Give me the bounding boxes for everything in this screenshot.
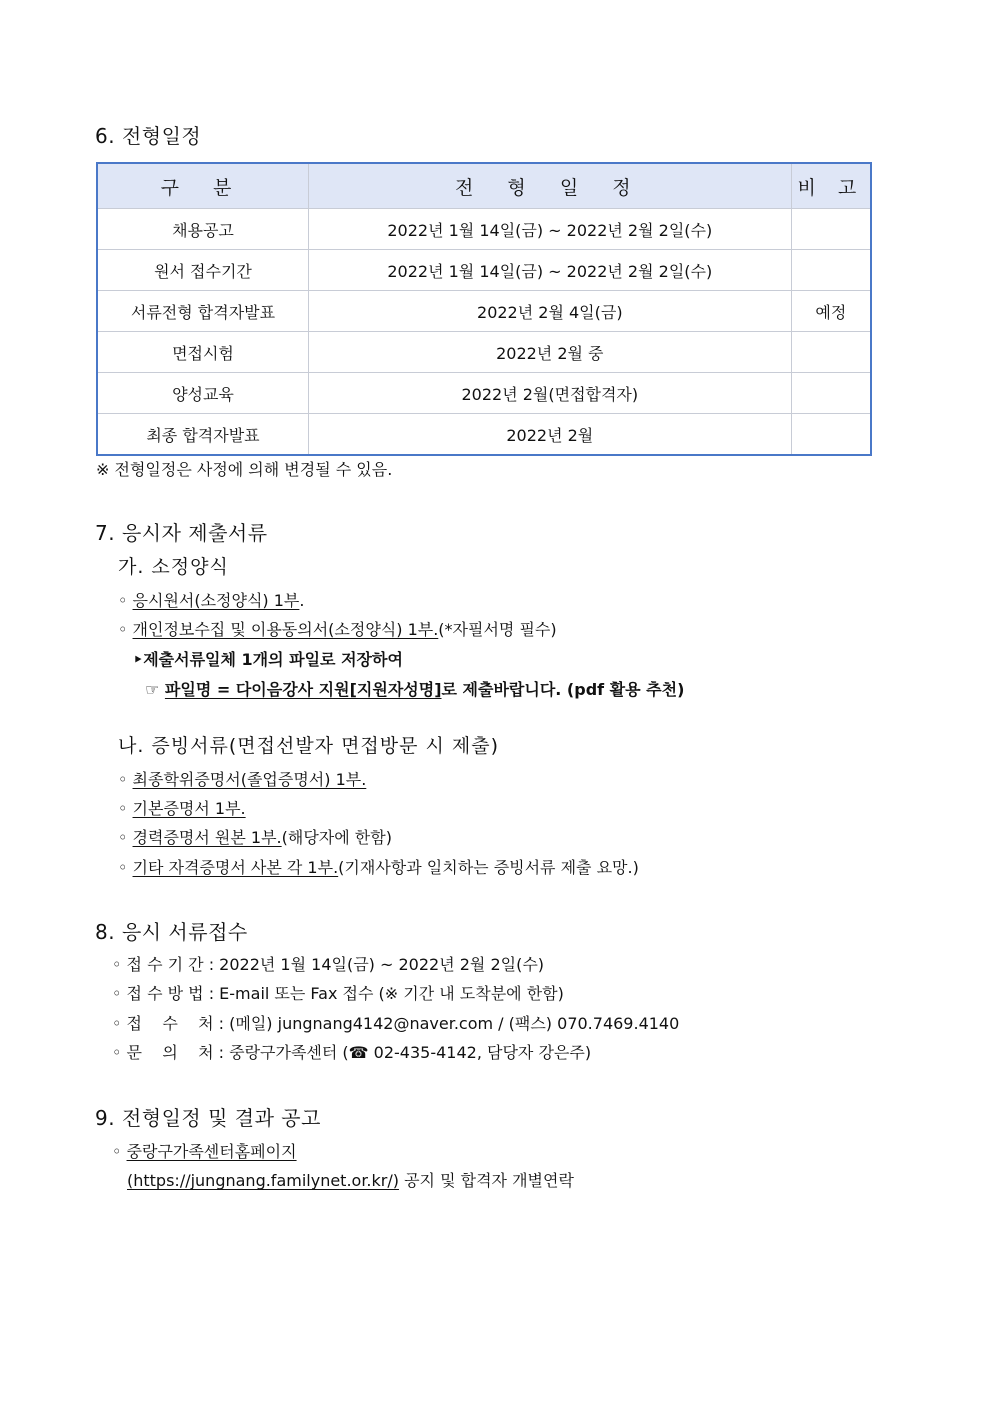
pointing-hand-icon: ☞: [145, 680, 160, 699]
degree-certificate-item: 최종학위증명서(졸업증명서) 1부.: [132, 770, 367, 789]
cell-remark: [791, 209, 871, 250]
bullet: ◦: [112, 1142, 122, 1161]
schedule-note: ※ 전형일정은 사정에 의해 변경될 수 있음.: [96, 460, 393, 479]
cell-remark: [791, 250, 871, 291]
col-header-remark: 비 고: [791, 163, 871, 209]
table-row: [97, 209, 871, 250]
cell-category: 면접시험: [97, 332, 308, 373]
bullet: ◦: [118, 770, 128, 789]
cell-schedule: 2022년 2월 중: [308, 332, 791, 373]
single-file-instruction: ‣제출서류일체 1개의 파일로 저장하여: [133, 650, 403, 669]
item-tail: (*자필서명 필수): [438, 620, 557, 639]
section-8-title: 8. 응시 서류접수: [95, 920, 248, 944]
item-tail: .: [299, 591, 305, 610]
table-row: [97, 332, 871, 373]
application-form-item: 응시원서(소정양식) 1부: [132, 591, 300, 610]
privacy-consent-item: 개인정보수집 및 이용동의서(소정양식) 1부.: [132, 620, 439, 639]
list-item: [112, 1139, 297, 1162]
cell-category: 양성교육: [97, 373, 308, 414]
list-item: [118, 617, 557, 640]
item-tail: (기재사항과 일치하는 증빙서류 제출 요망.): [338, 858, 639, 877]
table-row: [97, 291, 871, 332]
list-item: [118, 825, 392, 848]
col-header-schedule: 전 형 일 정: [308, 163, 791, 209]
receipt-period: ◦ 접 수 기 간 : 2022년 1월 14일(금) ~ 2022년 2월 2일(수): [112, 955, 545, 974]
qualification-certificate-item: 기타 자격증명서 사본 각 1부.: [132, 858, 339, 877]
bullet: ◦: [118, 591, 128, 610]
center-homepage-link[interactable]: 중랑구가족센터홈페이지: [126, 1142, 297, 1161]
career-certificate-item: 경력증명서 원본 1부.: [132, 828, 282, 847]
cell-remark: [791, 414, 871, 456]
cell-schedule: 2022년 2월 4일(금): [308, 291, 791, 332]
item-tail: (해당자에 한함): [281, 828, 392, 847]
receipt-method: ◦ 접 수 방 법 : E-mail 또는 Fax 접수 (※ 기간 내 도착분에 한함): [112, 984, 564, 1003]
filename-instruction: [145, 677, 684, 700]
filename-format: 파일명 = 다이음강사 지원[지원자성명]: [164, 680, 442, 699]
col-header-category: 구 분: [97, 163, 308, 209]
bullet: ◦: [118, 828, 128, 847]
table-row: [97, 414, 871, 456]
table-row: [97, 373, 871, 414]
section-7-title: 7. 응시자 제출서류: [95, 521, 268, 545]
schedule-table: [96, 162, 872, 456]
inquiry-contact: ◦ 문 의 처 : 중랑구가족센터 (☎ 02-435-4142, 담당자 강은주): [112, 1043, 592, 1062]
homepage-url-line: [127, 1168, 574, 1191]
cell-category: 원서 접수기간: [97, 250, 308, 291]
cell-schedule: 2022년 2월: [308, 414, 791, 456]
cell-schedule: 2022년 1월 14일(금) ~ 2022년 2월 2일(수): [308, 209, 791, 250]
cell-category: 서류전형 합격자발표: [97, 291, 308, 332]
basic-certificate-item: 기본증명서 1부.: [132, 799, 246, 818]
filename-tail: 로 제출바랍니다. (pdf 활용 추천): [441, 680, 685, 699]
bullet: ◦: [118, 858, 128, 877]
list-item: [118, 588, 304, 611]
cell-category: 채용공고: [97, 209, 308, 250]
cell-schedule: 2022년 1월 14일(금) ~ 2022년 2월 2일(수): [308, 250, 791, 291]
bullet: ◦: [118, 799, 128, 818]
bullet: ◦: [118, 620, 128, 639]
cell-category: 최종 합격자발표: [97, 414, 308, 456]
cell-remark: [791, 373, 871, 414]
list-item: [118, 855, 639, 878]
cell-remark: [791, 332, 871, 373]
subsection-b-title: 나. 증빙서류(면접선발자 면접방문 시 제출): [118, 735, 500, 757]
subsection-a-title: 가. 소정양식: [118, 556, 229, 578]
cell-remark: 예정: [791, 291, 871, 332]
table-row: [97, 250, 871, 291]
list-item: [118, 796, 246, 819]
cell-schedule: 2022년 2월(면접합격자): [308, 373, 791, 414]
section-6-title: 6. 전형일정: [95, 124, 202, 148]
homepage-url-link[interactable]: (https://jungnang.familynet.or.kr/): [127, 1171, 399, 1190]
table-header-row: [97, 163, 871, 209]
section-9-title: 9. 전형일정 및 결과 공고: [95, 1106, 321, 1130]
list-item: [118, 767, 366, 790]
receipt-address: ◦ 접 수 처 : (메일) jungnang4142@naver.com / (팩스) 070.7469.4140: [112, 1014, 680, 1033]
announcement-text: 공지 및 합격자 개별연락: [399, 1171, 574, 1190]
